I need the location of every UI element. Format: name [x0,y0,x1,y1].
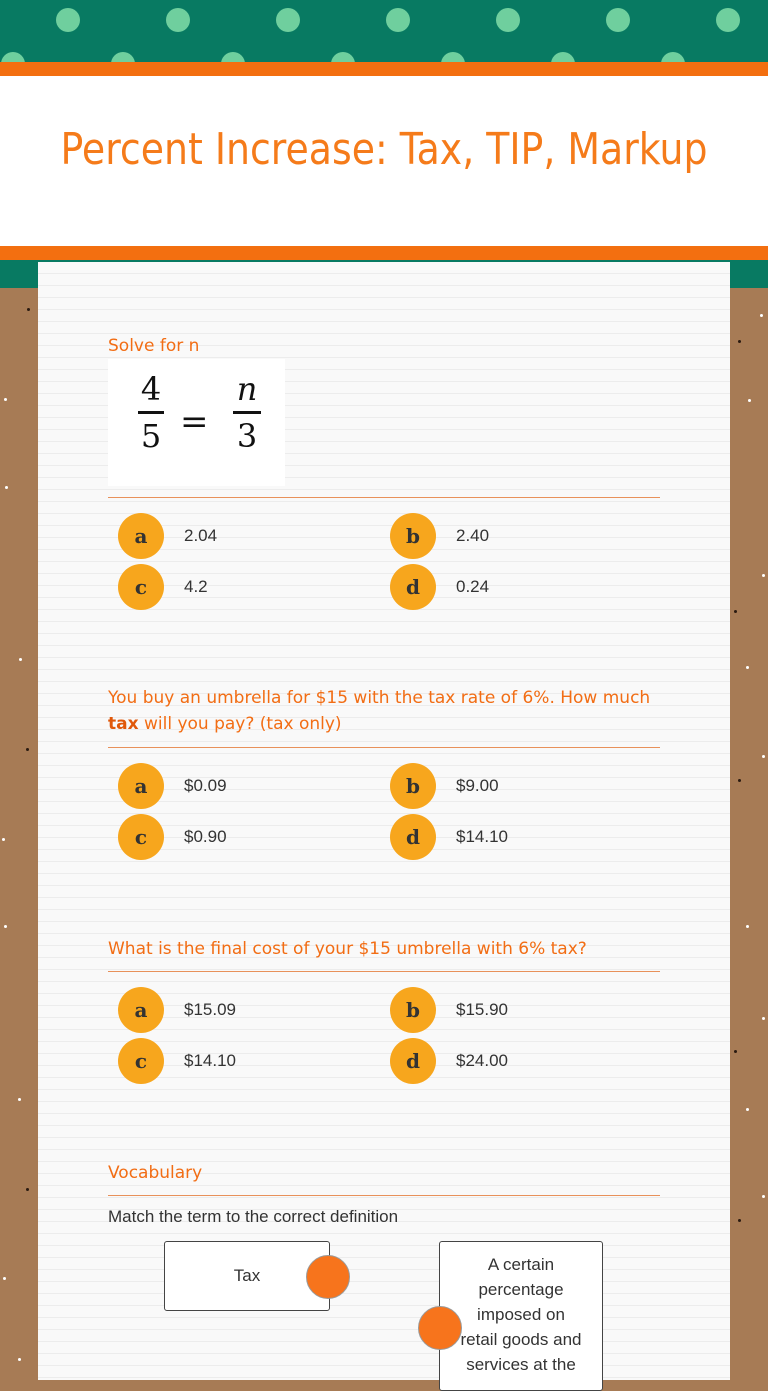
match-connector-handle[interactable] [306,1255,350,1299]
decor-speck [762,574,765,577]
option-text: 0.24 [456,577,490,596]
decor-speck [746,666,749,669]
option-text: $0.09 [184,776,227,795]
page-title: Percent Increase: Tax, TIP, Markup [60,124,708,175]
decor-dot [496,8,520,32]
decor-speck [738,340,741,343]
option-letter-badge: d [390,1038,436,1084]
decor-dot [331,52,355,62]
decor-speck [748,399,751,402]
question-divider [108,747,660,748]
fraction-right-denominator: 3 [236,417,258,455]
decor-speck [19,658,22,661]
option-letter-badge: a [118,763,164,809]
decor-speck [746,1108,749,1111]
decor-speck [760,314,763,317]
option-text: $24.00 [456,1051,508,1070]
decor-dot [276,8,300,32]
fraction-left-numerator: 4 [140,370,162,408]
decor-speck [4,925,7,928]
decor-speck [738,779,741,782]
fraction-right-numerator: n [236,370,258,408]
prompt-text: will you pay? (tax only) [138,714,342,734]
fraction-right [233,369,261,456]
definition-line: percentage [478,1280,564,1299]
fraction-bar [138,411,164,414]
option-text: 4.2 [184,577,208,596]
option-letter-badge: a [118,513,164,559]
option-letter-badge: c [118,1038,164,1084]
decor-speck [27,308,30,311]
option-letter-badge: b [390,763,436,809]
option-letter-badge: c [118,814,164,860]
decor-dot [221,52,245,62]
decor-speck [4,398,7,401]
option-letter-badge: b [390,987,436,1033]
decor-speck [734,610,737,613]
decor-speck [3,1277,6,1280]
decor-speck [5,486,8,489]
match-connector-handle[interactable] [418,1306,462,1350]
option-text: $9.00 [456,776,499,795]
question-divider [108,497,660,498]
option-text: 2.04 [184,526,218,545]
decor-dot [1,52,25,62]
match-instruction: Match the term to the correct definition [108,1207,399,1226]
decor-dot [441,52,465,62]
question-divider [108,1195,660,1196]
prompt-text: You buy an umbrella for $15 with the tax rate of 6%. How much [108,688,651,708]
header-bottom-stripe [0,246,768,260]
definition-line: imposed on [477,1305,565,1324]
decor-speck [746,925,749,928]
definition-card[interactable] [439,1241,603,1391]
option-text: $15.09 [184,1000,236,1019]
decor-speck [2,838,5,841]
decor-speck [26,1188,29,1191]
question-1-prompt: Solve for n [108,336,200,356]
decor-speck [738,1219,741,1222]
definition-line: retail goods and [460,1330,582,1349]
option-text: $15.90 [456,1000,508,1019]
question-3-prompt: What is the final cost of your $15 umbrella with 6% tax? [108,939,587,959]
question-divider [108,971,660,972]
equals-sign: = [180,402,209,442]
decor-speck [734,1050,737,1053]
decor-dot [606,8,630,32]
decor-dot [716,8,740,32]
decor-speck [18,1098,21,1101]
vocabulary-heading: Vocabulary [108,1163,203,1183]
option-letter-badge: a [118,987,164,1033]
option-letter-badge: c [118,564,164,610]
definition-line: services at the [466,1355,576,1374]
option-text: $14.10 [184,1051,236,1070]
option-letter-badge: b [390,513,436,559]
option-letter-badge: d [390,814,436,860]
prompt-keyword: tax [108,714,139,734]
decor-speck [18,1358,21,1361]
question-2-prompt [108,685,660,737]
fraction-left-denominator: 5 [140,417,162,455]
decor-dot [661,52,685,62]
fraction-bar [233,411,261,414]
decor-dot [551,52,575,62]
decor-dot [111,52,135,62]
term-label: Tax [233,1266,261,1285]
decor-speck [762,755,765,758]
option-text: 2.40 [456,526,490,545]
decor-dot [56,8,80,32]
decor-speck [762,1195,765,1198]
header-top-stripe [0,62,768,76]
option-text: $0.90 [184,827,227,846]
decor-dot [166,8,190,32]
decor-speck [762,1017,765,1020]
header-pattern-band [0,0,768,62]
definition-line: A certain [487,1255,555,1274]
option-text: $14.10 [456,827,508,846]
decor-speck [26,748,29,751]
decor-dot [386,8,410,32]
fraction-left [138,369,164,456]
option-letter-badge: d [390,564,436,610]
